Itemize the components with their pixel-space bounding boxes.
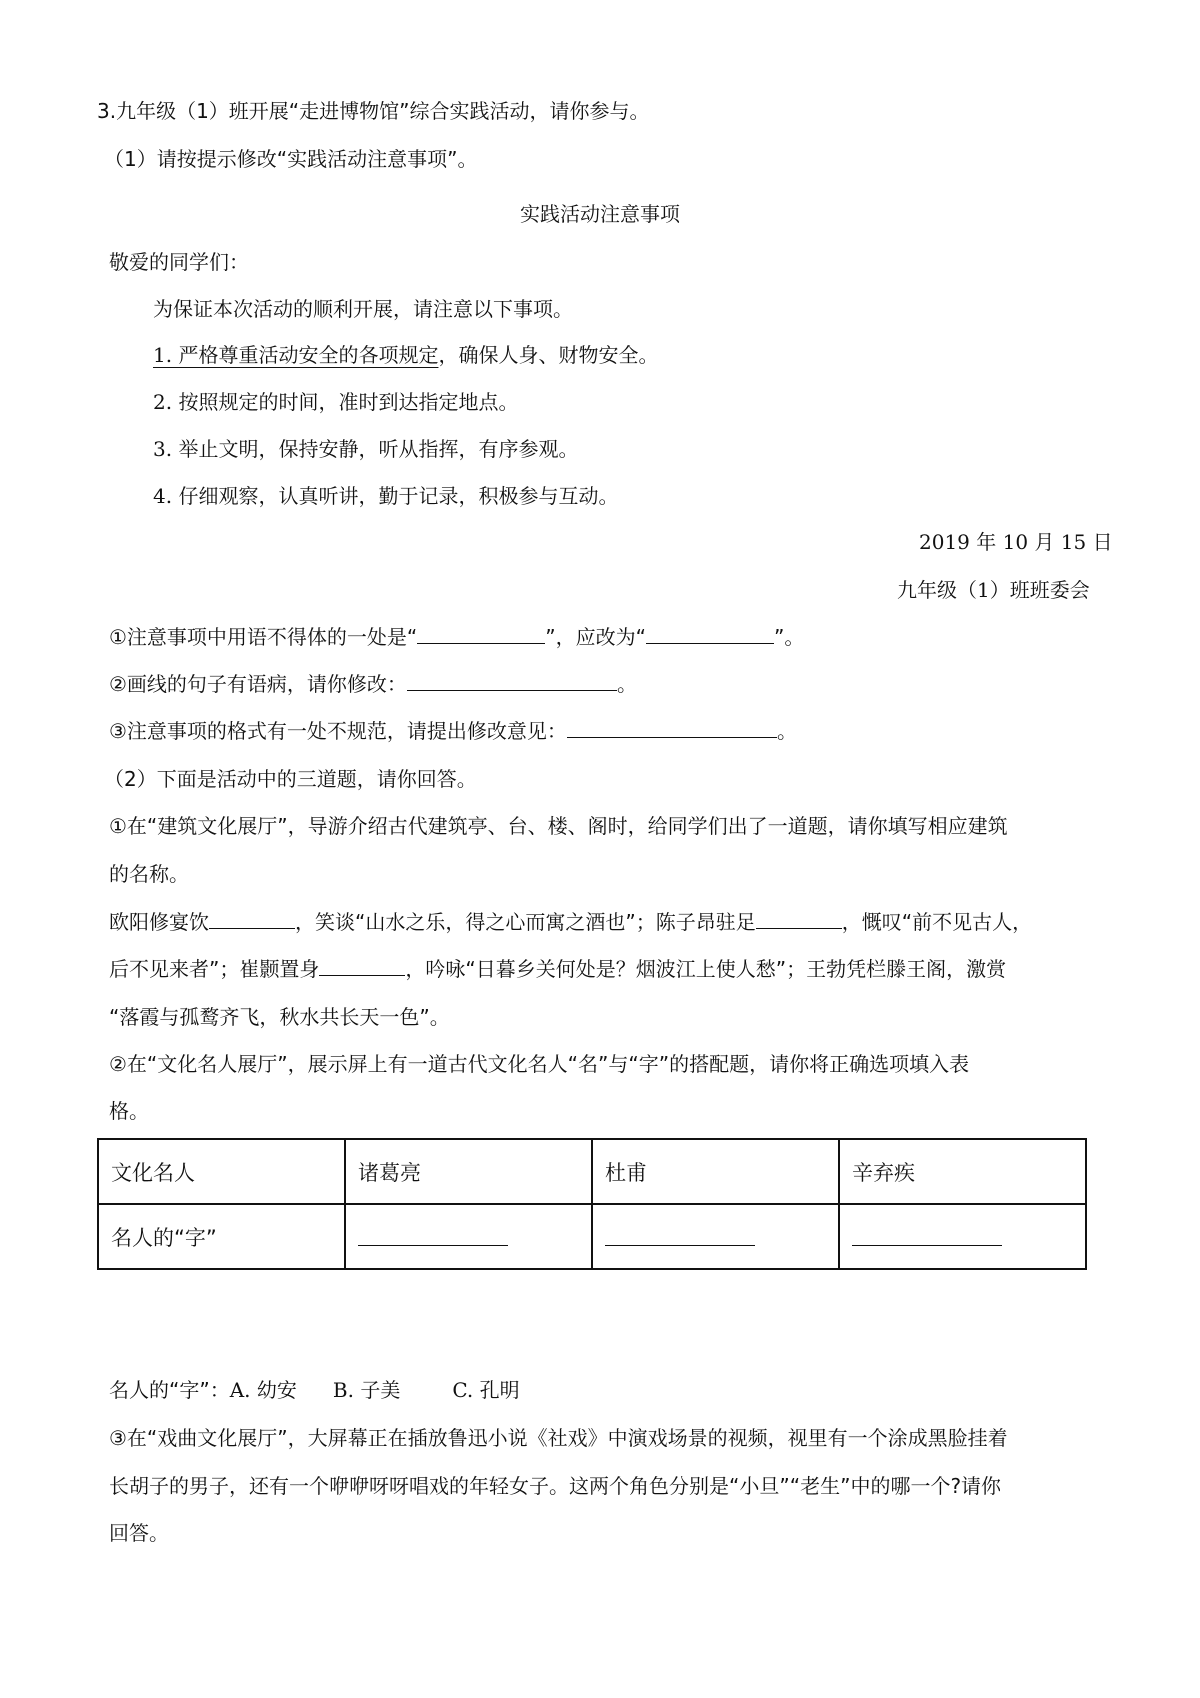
notice-item-4: 4. 仔细观察，认真听讲，勤于记录，积极参与互动。 <box>153 484 619 508</box>
notice-item-2: 2. 按照规定的时间，准时到达指定地点。 <box>153 390 519 414</box>
table-cell-dufu: 杜甫 <box>592 1139 839 1204</box>
answer-blank-correction[interactable] <box>646 623 774 644</box>
notice-date: 2019 年 10 月 15 日 <box>919 530 1113 554</box>
sub-question-2-text: ②画线的句子有语病，请你修改： <box>109 672 407 696</box>
part2-q3-line1: ③在“戏曲文化展厅”，大屏幕正在插放鲁迅小说《社戏》中演戏场景的视频，视里有一个涂成黑脸挂着 <box>109 1426 1008 1450</box>
answer-blank-format-fix[interactable] <box>567 717 777 738</box>
notice-intro: 为保证本次活动的顺利开展，请注意以下事项。 <box>153 297 573 321</box>
table-row-names <box>98 1139 1086 1204</box>
passage-line-2-b: ，吟咏“日暮乡关何处是？烟波江上使人愁”；王勃凭栏滕王阁，激赏 <box>405 957 1007 981</box>
table-cell-xinqiji: 辛弃疾 <box>839 1139 1086 1204</box>
table-answer-cell[interactable] <box>592 1204 839 1269</box>
notice-heading: 实践活动注意事项 <box>520 202 680 226</box>
sub-question-2-end: 。 <box>616 672 637 696</box>
sub-question-1 <box>109 622 804 652</box>
part2-q1-line1: ①在“建筑文化展厅”，导游介绍古代建筑亭、台、楼、阁时，给同学们出了一道题，请你填写相应建筑 <box>109 814 1008 838</box>
answer-blank-improper-wording[interactable] <box>417 623 545 644</box>
table-cell-zhugeliang: 诸葛亮 <box>345 1139 592 1204</box>
sub-question-1-text-c: ”。 <box>774 625 805 649</box>
passage-line-2-a: 后不见来者”；崔颢置身 <box>109 957 320 981</box>
sub-question-3-text: ③注意事项的格式有一处不规范，请提出修改意见： <box>109 719 567 743</box>
table-row-label: 名人的“字” <box>98 1204 345 1269</box>
question-title: 3.九年级（1）班开展“走进博物馆”综合实践活动，请你参与。 <box>97 99 650 123</box>
part2-label: （2）下面是活动中的三道题，请你回答。 <box>104 767 477 791</box>
passage-line-3: “落霞与孤鹜齐飞，秋水共长天一色”。 <box>109 1005 450 1029</box>
part2-q1-line2: 的名称。 <box>109 862 189 886</box>
notice-signature: 九年级（1）班班委会 <box>897 578 1090 602</box>
passage-line-2 <box>109 954 1006 984</box>
options-line <box>109 1375 520 1405</box>
notice-greeting: 敬爱的同学们： <box>109 250 249 274</box>
sub-question-3-end: 。 <box>776 719 797 743</box>
answer-blank-zhugeliang[interactable] <box>358 1223 508 1246</box>
passage-line-1-b: ，笑谈“山水之乐，得之心而寓之酒也”；陈子昂驻足 <box>295 910 756 934</box>
answer-blank-chenziang-building[interactable] <box>756 908 842 929</box>
part2-q2-line1: ②在“文化名人展厅”，展示屏上有一道古代文化名人“名”与“字”的搭配题，请你将正确选项填入表 <box>109 1052 970 1076</box>
table-header-cell: 文化名人 <box>98 1139 345 1204</box>
part1-label: （1）请按提示修改“实践活动注意事项”。 <box>104 147 478 171</box>
answer-blank-sentence-fix[interactable] <box>407 670 617 691</box>
answer-blank-dufu[interactable] <box>605 1223 755 1246</box>
sub-question-3 <box>109 716 797 746</box>
sub-question-1-text-b: ”，应改为“ <box>545 625 647 649</box>
notice-item-1 <box>153 340 658 370</box>
passage-line-1-a: 欧阳修宴饮 <box>109 910 209 934</box>
answer-blank-cuihao-building[interactable] <box>319 955 405 976</box>
sub-question-2 <box>109 669 637 699</box>
part2-q2-line2: 格。 <box>109 1099 149 1123</box>
option-b: B. 子美 <box>332 1378 401 1402</box>
table-row-courtesy <box>98 1204 1086 1269</box>
notice-item-3: 3. 举止文明，保持安静，听从指挥，有序参观。 <box>153 437 579 461</box>
passage-line-1 <box>109 907 1032 937</box>
name-courtesy-table <box>97 1138 1087 1270</box>
answer-blank-xinqiji[interactable] <box>852 1223 1002 1246</box>
option-c: C. 孔明 <box>452 1378 520 1402</box>
notice-item-1-rest: ，确保人身、财物安全。 <box>438 343 659 367</box>
table-answer-cell[interactable] <box>345 1204 592 1269</box>
sub-question-1-text-a: ①注意事项中用语不得体的一处是“ <box>109 625 418 649</box>
underlined-sentence: 1. 严格尊重活动安全的各项规定 <box>153 343 439 367</box>
part2-q3-line3: 回答。 <box>109 1521 169 1545</box>
options-label: 名人的“字”： <box>109 1378 230 1402</box>
table-answer-cell[interactable] <box>839 1204 1086 1269</box>
answer-blank-ouyangxiu-building[interactable] <box>209 908 295 929</box>
option-a: A. 幼安 <box>229 1378 297 1402</box>
part2-q3-line2: 长胡子的男子，还有一个咿咿呀呀唱戏的年轻女子。这两个角色分别是“小旦”“老生”中的哪一个?请你 <box>109 1474 1002 1498</box>
passage-line-1-c: ，慨叹“前不见古人， <box>841 910 1033 934</box>
